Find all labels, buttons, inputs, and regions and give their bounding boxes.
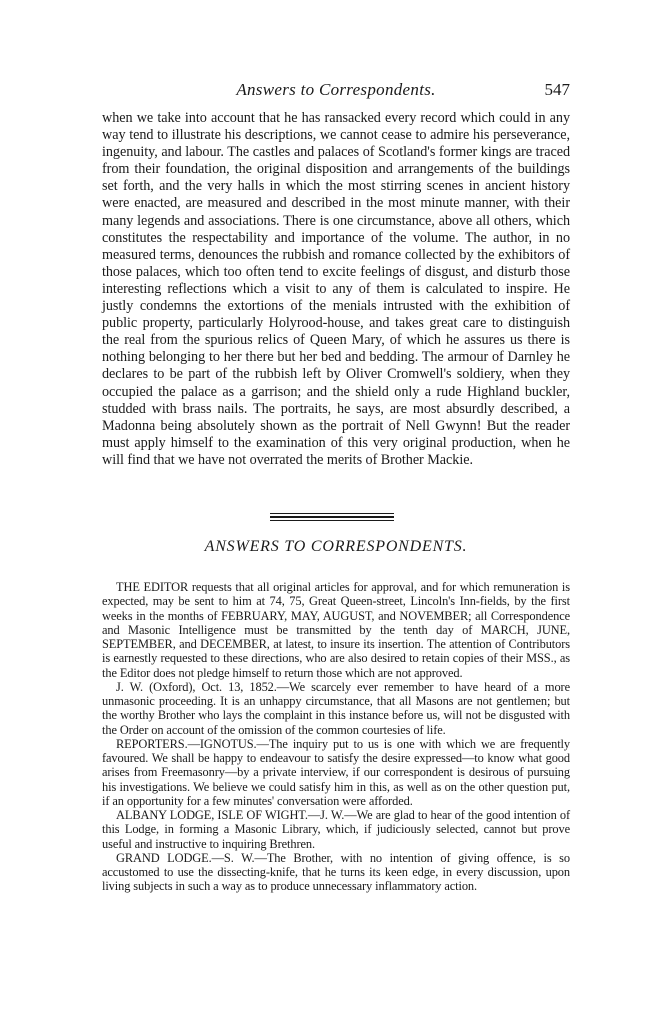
article-paragraph: when we take into account that he has ransacked every record which could in any way tend to illustrate his descriptions, we cannot cease to admire his perseverance, ingenuity, and labour. The castles and palaces of Scotland's former kings are traced from their foundation, the original disposition and arrangements of the buildings set forth, and the very halls in which the most stirring scenes in ancient history were enacted, are measured and described in the most minute manner, with their many legends and associations. There is one circumstance, above all others, which constitutes the respectability and importance of the volume. The author, in no measured terms, denounces the rubbish and romance collected by the exhibitors of those palaces, which too often tend to excite feelings of disgust, and disturb those interesting reflections which a visit to any of them is calculated to inspire. He justly condemns the extortions of the menials intrusted with the exhibition of public property, particularly Holyrood-house, and takes great care to distinguish the real from the spurious relics of Queen Mary, of which he assures us there is nothing belonging to her there but her bed and bedding. The armour of Darnley he declares to be part of the rubbish left by Oliver Cromwell's soldiery, when they occupied the palace as a garrison; and the shield only a rude Highland buckler, studded with brass nails. The portraits, he says, are most absurdly described, a Madonna being absolutely shown as the portrait of Nell Gwynn! But the reader must apply himself to the examination of this very original production, when he will find that we have not overrated the merits of Brother Mackie. xyxy=(102,110,570,468)
notice-jw-oxford: J. W. (Oxford), Oct. 13, 1852.—We scarcely ever remember to have heard of a more unmasonic proceeding. It is an unhappy circumstance, that all Masons are not gentlemen; but the worthy Brother who lays the complaint in this instance before us, will not be disgusted with the Order on account of the omission of the common courtesies of life. xyxy=(102,679,570,737)
section-title: ANSWERS TO CORRESPONDENTS. xyxy=(204,538,468,555)
notice-grand-lodge: GRAND LODGE.—S. W.—The Brother, with no intention of giving offence, is so accustomed to use the dissecting-knife, that he turns its keen edge, in every discussion, upon living subjects in such a way as to produce unnecessary inflammatory action. xyxy=(102,850,570,894)
correspondents-notices xyxy=(102,580,570,894)
running-title: Answers to Correspondents. xyxy=(236,80,436,99)
editor-notice: THE EDITOR requests that all original articles for approval, and for which remuneration is expected, may be sent to him at 74, 75, Great Queen-street, Lincoln's Inn-fields, by the first weeks in the months of FEBRUARY, MAY, AUGUST, and NOVEMBER; all Correspondence and Masonic Intelligence must be transmitted by the tenth day of MARCH, JUNE, SEPTEMBER, and DECEMBER, at latest, to insure its insertion. The attention of Contributors is earnestly requested to these directions, who are also desired to retain copies of their MSS., as the Editor does not pledge himself to return those which are not approved. xyxy=(102,580,570,680)
divider-rule-middle xyxy=(270,516,394,518)
notice-reporters-ignotus: REPORTERS.—IGNOTUS.—The inquiry put to us is one with which we are frequently favoured. We shall be happy to endeavour to satisfy the desire expressed—to know what good arises from Freemasonry—by a private interview, if our correspondent is desirous of pursuing his investigations. We believe we could satisfy him in this, as well as on the other question put, if an opportunity for a few minutes' conversation were afforded. xyxy=(102,736,570,808)
running-head xyxy=(102,80,570,106)
divider-rule-bottom xyxy=(270,520,394,521)
article-body xyxy=(102,110,570,469)
page-number: 547 xyxy=(544,80,570,99)
divider-rule-top xyxy=(270,513,394,514)
section-divider xyxy=(270,513,394,521)
notice-albany-lodge: ALBANY LODGE, ISLE OF WIGHT.—J. W.—We are glad to hear of the good intention of this Lodge, in forming a Masonic Library, which, if judiciously selected, cannot but prove useful and instructive to inquiring Brethren. xyxy=(102,808,570,851)
